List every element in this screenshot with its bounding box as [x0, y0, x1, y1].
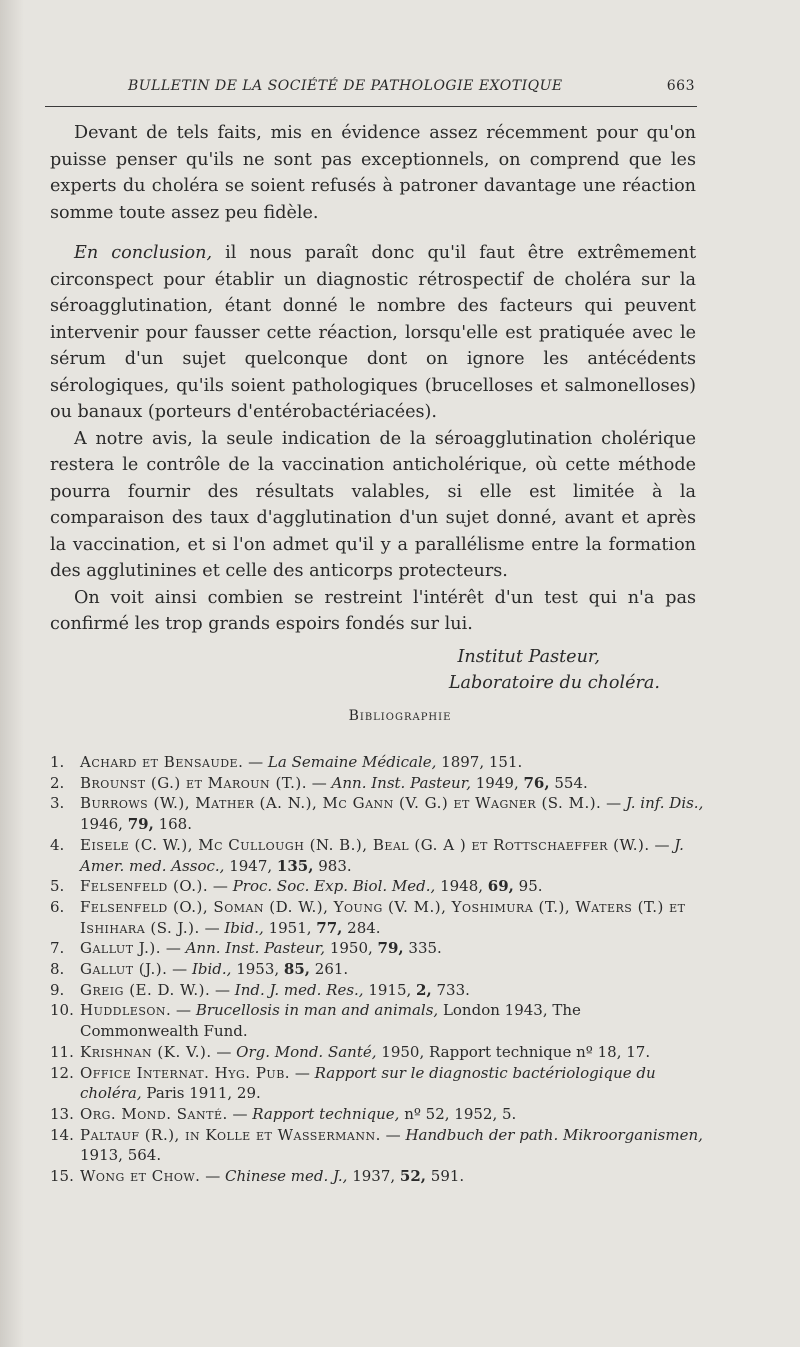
- reference-number: 4.: [50, 835, 65, 854]
- reference-number: 10.: [50, 1001, 74, 1020]
- conclusion-lead: En conclusion,: [74, 243, 213, 263]
- reference-number: 1.: [50, 753, 65, 771]
- reference-item: 2. Brounst (G.) et Maroun (T.). — Ann. Inst. Pasteur, 1949, 76, 554.: [50, 773, 588, 792]
- reference-volume: 52,: [399, 1167, 427, 1186]
- signature: [50, 644, 660, 697]
- main-text: [50, 120, 696, 697]
- bibliography-heading: Bibliographie: [348, 708, 452, 724]
- reference-authors: Achard et Bensaude.: [80, 753, 244, 771]
- reference-number: 3.: [50, 794, 65, 813]
- reference-authors: Krishnan (K. V.).: [80, 1042, 212, 1061]
- reference-volume: 85,: [283, 960, 311, 979]
- reference-number: 12.: [50, 1063, 74, 1082]
- reference-authors: Org. Mond. Santé.: [80, 1104, 228, 1123]
- reference-authors: Eisele (C. W.), Mc Cullough (N. B.), Beal (G. A ) et Rottschaeffer (W.).: [80, 835, 650, 854]
- paragraph-4: On voit ainsi combien se restreint l'intérêt d'un test qui n'a pas confirmé les trop grands espoirs fondés sur lui.: [50, 587, 696, 634]
- reference-authors: Greig (E. D. W.).: [80, 980, 211, 999]
- reference-journal: Ann. Inst. Pasteur,: [331, 773, 471, 792]
- reference-item: 7. Gallut J.). — Ann. Inst. Pasteur, 1950, 79, 335.: [50, 939, 442, 958]
- reference-volume: 79,: [127, 815, 154, 834]
- reference-journal: Org. Mond. Santé,: [236, 1042, 377, 1061]
- reference-authors: Felsenfeld (O.), Soman (D. W.), Young (V. M.), Yoshimura (T.), Waters (T.) et Ishihara (S. J.).: [80, 897, 686, 937]
- reference-volume: 76,: [523, 773, 550, 792]
- reference-volume: 79,: [377, 939, 404, 958]
- reference-number: 13.: [50, 1104, 74, 1123]
- signature-lab: Laboratoire du choléra.: [448, 673, 660, 693]
- reference-item: 3. Burrows (W.), Mather (A. N.), Mc Gann (V. G.) et Wagner (S. M.). — J. inf. Dis., 1946, 79, 168.: [50, 794, 704, 834]
- signature-institute: Institut Pasteur,: [457, 646, 600, 667]
- reference-journal: Proc. Soc. Exp. Biol. Med.,: [232, 877, 436, 896]
- reference-item: 11. Krishnan (K. V.). — Org. Mond. Santé, 1950, Rapport technique nº 18, 17.: [50, 1042, 651, 1061]
- reference-authors: Huddleson.: [80, 1001, 172, 1020]
- reference-authors: Gallut (J.).: [80, 960, 168, 979]
- reference-item: 8. Gallut (J.). — Ibid., 1953, 85, 261.: [50, 960, 349, 979]
- reference-journal: Brucellosis in man and animals,: [195, 1001, 439, 1020]
- reference-number: 15.: [50, 1167, 74, 1186]
- reference-journal: Rapport sur le diagnostic bactériologique du choléra,: [80, 1063, 656, 1103]
- paragraph-2: [50, 240, 696, 426]
- reference-item: 1. Achard et Bensaude. — La Semaine Médicale, 1897, 151.: [50, 753, 523, 771]
- reference-authors: Wong et Chow.: [80, 1167, 201, 1186]
- reference-volume: 69,: [487, 877, 514, 896]
- reference-item: 15. Wong et Chow. — Chinese med. J., 1937, 52, 591.: [50, 1167, 465, 1186]
- reference-journal: Rapport technique,: [252, 1104, 400, 1123]
- reference-authors: Office Internat. Hyg. Pub.: [80, 1063, 291, 1082]
- reference-item: 10. Huddleson. — Brucellosis in man and animals, London 1943, The Commonwealth Fund.: [50, 1001, 581, 1041]
- reference-journal: La Semaine Médicale,: [267, 753, 437, 771]
- reference-authors: Paltauf (R.), in Kolle et Wassermann.: [80, 1125, 381, 1144]
- reference-item: 12. Office Internat. Hyg. Pub. — Rapport sur le diagnostic bactériologique du choléra, Paris 1911, 29.: [50, 1063, 656, 1103]
- reference-volume: 2,: [416, 980, 432, 999]
- reference-journal: Chinese med. J.,: [224, 1167, 348, 1186]
- reference-authors: Felsenfeld (O.).: [80, 877, 209, 896]
- reference-number: 9.: [50, 980, 65, 999]
- reference-item: 6. Felsenfeld (O.), Soman (D. W.), Young (V. M.), Yoshimura (T.), Waters (T.) et Ishihara (S. J.). — Ibid., 1951, 77, 284.: [50, 897, 686, 937]
- reference-authors: Gallut J.).: [80, 939, 162, 958]
- reference-journal: Handbuch der path. Mikroorganismen,: [405, 1125, 703, 1144]
- header-rule: [45, 106, 697, 107]
- page-edge-shadow: [0, 0, 24, 1347]
- reference-journal: Ann. Inst. Pasteur,: [185, 939, 326, 958]
- reference-number: 7.: [50, 939, 65, 958]
- reference-journal: Ibid.,: [191, 960, 232, 979]
- page-number: 663: [666, 78, 695, 94]
- reference-authors: Brounst (G.) et Maroun (T.).: [80, 773, 307, 792]
- reference-volume: 77,: [316, 918, 343, 937]
- reference-journal: Ind. J. med. Res.,: [234, 980, 364, 999]
- paragraph-2-text: il nous paraît donc qu'il faut être extrêmement circonspect pour établir un diagnostic rétrospectif de choléra sur la séroagglutination, étant donné le nombre des facteurs qui peuvent intervenir pour fausser cette réaction, lorsqu'elle est pratiquée avec le sérum d'un sujet quelconque dont on ignore les antécédents sérologiques, qu'ils soient pathologiques (brucelloses et salmonelloses) ou banaux (porteurs d'entérobactériacées).: [50, 243, 697, 422]
- reference-number: 14.: [50, 1125, 74, 1144]
- reference-item: 5. Felsenfeld (O.). — Proc. Soc. Exp. Biol. Med., 1948, 69, 95.: [50, 877, 543, 896]
- reference-journal: J. inf. Dis.,: [625, 794, 704, 813]
- reference-item: 14. Paltauf (R.), in Kolle et Wassermann. — Handbuch der path. Mikroorganismen, 1913, 564.: [50, 1125, 703, 1165]
- reference-item: 13. Org. Mond. Santé. — Rapport technique, nº 52, 1952, 5.: [50, 1104, 517, 1123]
- paragraph-1: Devant de tels faits, mis en évidence assez récemment pour qu'on puisse penser qu'ils ne sont pas exceptionnels, on comprend que les experts du choléra se soient refusés à patroner davantage une réaction somme toute assez peu fidèle.: [50, 123, 696, 223]
- reference-number: 8.: [50, 960, 65, 979]
- journal-title: BULLETIN DE LA SOCIÉTÉ DE PATHOLOGIE EXOTIQUE: [128, 78, 563, 94]
- reference-journal: Ibid.,: [224, 918, 264, 937]
- reference-number: 5.: [50, 877, 65, 896]
- reference-item: 9. Greig (E. D. W.). — Ind. J. med. Res., 1915, 2, 733.: [50, 980, 470, 999]
- reference-volume: 135,: [276, 856, 314, 875]
- paragraph-3: A notre avis, la seule indication de la séroagglutination cholérique restera le contrôle de la vaccination anticholérique, où cette méthode pourra fournir des résultats valables, si elle est limitée à la comparaison des taux d'agglutination d'un sujet donné, avant et après la vaccination, et si l'on admet qu'il y a parallélisme entre la formation des agglutinines et celle des anticorps protecteurs.: [50, 428, 696, 581]
- reference-journal: J. Amer. med. Assoc.,: [80, 835, 684, 875]
- reference-list: [50, 752, 704, 1187]
- reference-number: 2.: [50, 773, 65, 792]
- reference-number: 11.: [50, 1042, 74, 1061]
- reference-authors: Burrows (W.), Mather (A. N.), Mc Gann (V. G.) et Wagner (S. M.).: [80, 794, 602, 813]
- reference-number: 6.: [50, 897, 65, 916]
- reference-item: 4. Eisele (C. W.), Mc Cullough (N. B.), Beal (G. A ) et Rottschaeffer (W.). — J. Amer. med. Assoc., 1947, 135, 983.: [50, 835, 684, 875]
